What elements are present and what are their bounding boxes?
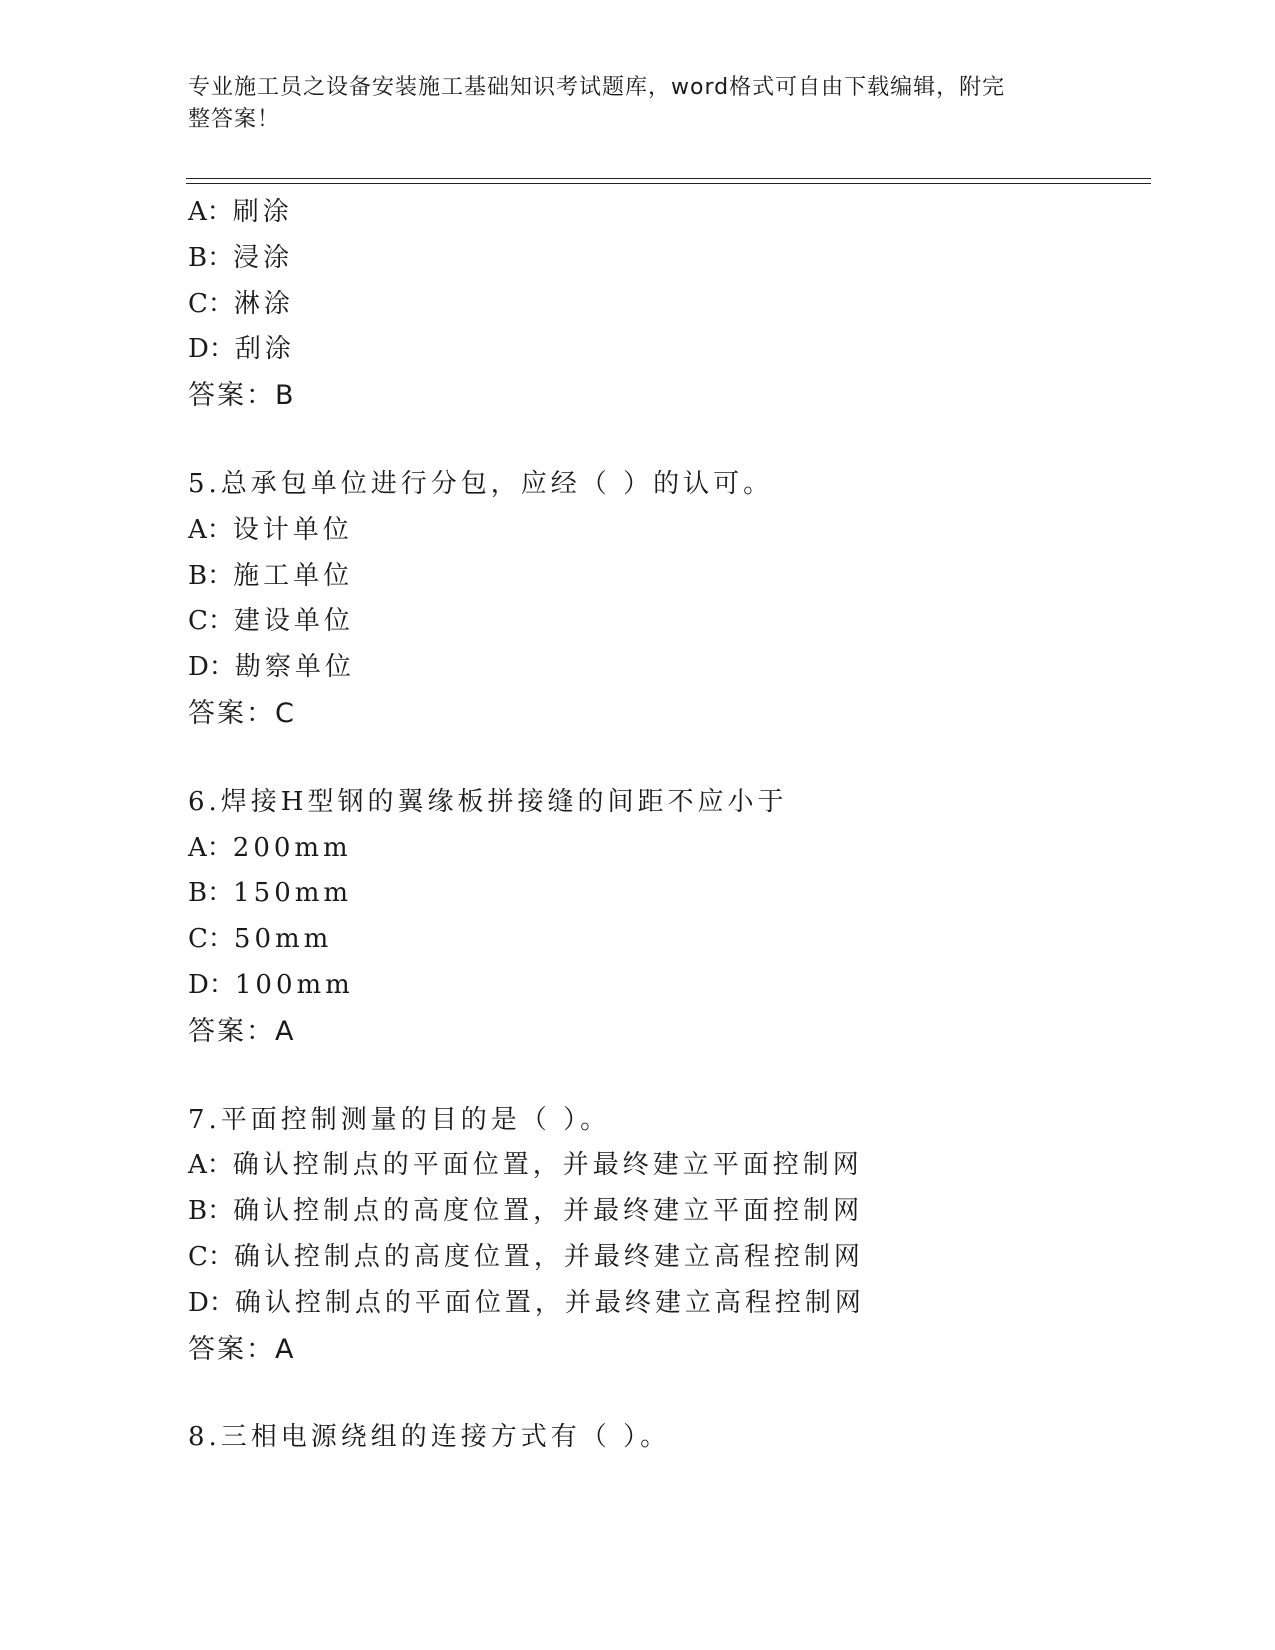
question-block-7 <box>188 1098 1148 1373</box>
option-c: C：淋涂 <box>188 288 294 319</box>
option-d: D：100mm <box>188 969 354 1000</box>
question-text: 5.总承包单位进行分包，应经（ ）的认可。 <box>188 468 774 499</box>
option-c: C：50mm <box>188 924 333 955</box>
header-line-1: 专业施工员之设备安装施工基础知识考试题库，word格式可自由下载编辑，附完 <box>188 75 1006 100</box>
question-block-5 <box>188 462 1148 737</box>
document-header <box>188 72 1068 136</box>
question-block-8 <box>188 1415 1148 1461</box>
question-list <box>188 190 1148 1461</box>
option-a: A：确认控制点的平面位置，并最终建立平面控制网 <box>188 1150 863 1181</box>
option-a: A：200mm <box>188 832 352 863</box>
question-block-4 <box>188 190 1148 419</box>
option-a: A：刷涂 <box>188 197 293 227</box>
option-d: D：刮涂 <box>188 334 295 365</box>
question-text: 8.三相电源绕组的连接方式有（ ）。 <box>188 1422 671 1453</box>
answer-line: 答案：A <box>188 1015 296 1047</box>
answer-line: 答案：A <box>188 1333 296 1365</box>
question-text: 6.焊接H型钢的翼缘板拼接缝的间距不应小于 <box>188 786 788 817</box>
question-block-6 <box>188 780 1148 1055</box>
option-d: D：勘察单位 <box>188 652 355 683</box>
header-line-2: 整答案！ <box>188 107 281 132</box>
option-b: B：150mm <box>188 878 353 909</box>
option-b: B：施工单位 <box>188 560 354 591</box>
option-c: C：建设单位 <box>188 606 354 637</box>
option-c: C：确认控制点的高度位置，并最终建立高程控制网 <box>188 1241 864 1272</box>
answer-line: 答案：C <box>188 697 296 729</box>
option-b: B：浸涂 <box>188 242 294 273</box>
option-a: A：设计单位 <box>188 514 353 545</box>
header-divider-top <box>186 178 1151 179</box>
header-divider-bottom <box>186 183 1151 184</box>
answer-line: 答案：B <box>188 380 296 412</box>
option-d: D：确认控制点的平面位置，并最终建立高程控制网 <box>188 1287 865 1318</box>
question-text: 7.平面控制测量的目的是（ ）。 <box>188 1104 611 1135</box>
option-b: B：确认控制点的高度位置，并最终建立平面控制网 <box>188 1196 864 1227</box>
